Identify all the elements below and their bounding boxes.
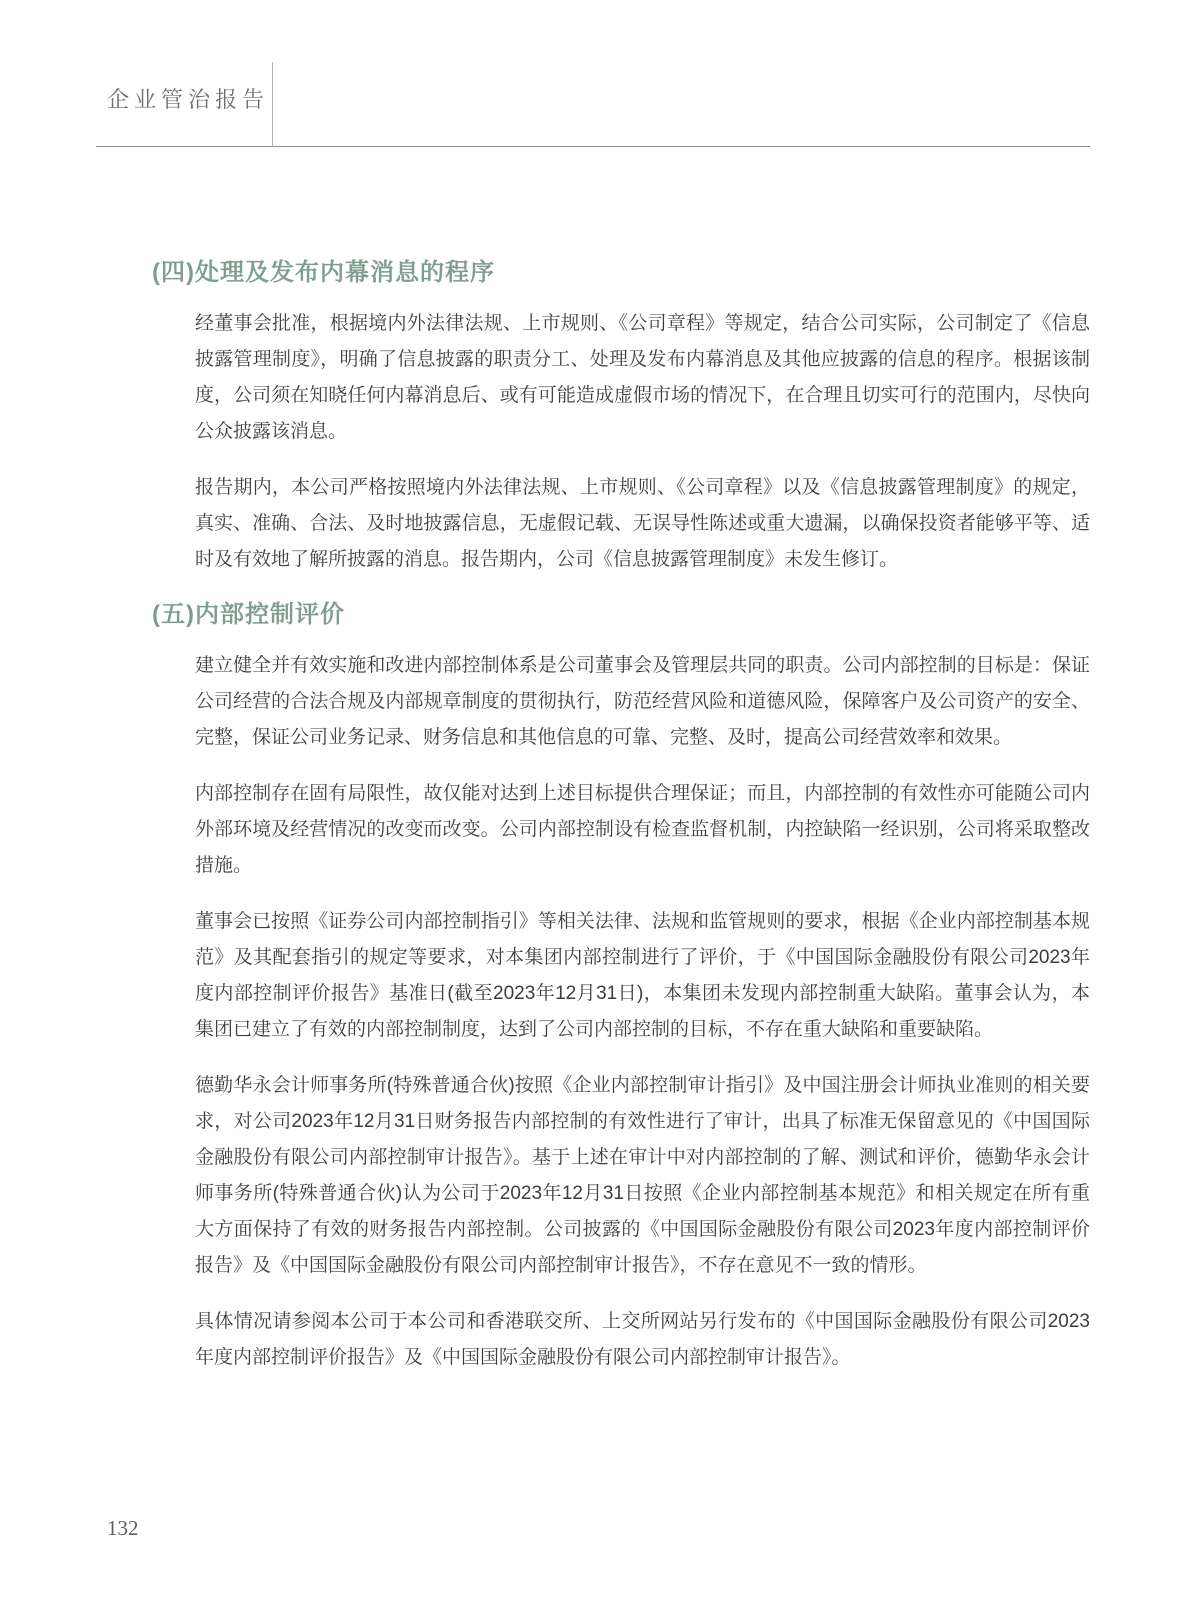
section-internal-control-evaluation bbox=[152, 598, 1090, 1376]
paragraph: 德勤华永会计师事务所(特殊普通合伙)按照《企业内部控制审计指引》及中国注册会计师执业准则的相关要求，对公司2023年12月31日财务报告内部控制的有效性进行了审计，出具了标准无保留意见的《中国国际金融股份有限公司内部控制审计报告》。基于上述在审计中对内部控制的了解、测试和评价，德勤华永会计师事务所(特殊普通合伙)认为公司于2023年12月31日按照《企业内部控制基本规范》和相关规定在所有重大方面保持了有效的财务报告内部控制。公司披露的《中国国际金融股份有限公司2023年度内部控制评价报告》及《中国国际金融股份有限公司内部控制审计报告》，不存在意见不一致的情形。 bbox=[195, 1075, 1090, 1276]
paragraph: 经董事会批准，根据境内外法律法规、上市规则、《公司章程》等规定，结合公司实际，公司制定了《信息披露管理制度》，明确了信息披露的职责分工、处理及发布内幕消息及其他应披露的信息的程序。根据该制度，公司须在知晓任何内幕消息后、或有可能造成虚假市场的情况下，在合理且切实可行的范围内，尽快向公众披露该消息。 bbox=[195, 313, 1090, 442]
section-5-heading: (五)内部控制评价 bbox=[152, 601, 345, 628]
paragraph: 报告期内，本公司严格按照境内外法律法规、上市规则、《公司章程》以及《信息披露管理制度》的规定，真实、准确、合法、及时地披露信息，无虚假记载、无误导性陈述或重大遗漏，以确保投资者能够平等、适时及有效地了解所披露的消息。报告期内，公司《信息披露管理制度》未发生修订。 bbox=[195, 477, 1090, 570]
header-vertical-divider bbox=[272, 62, 273, 147]
paragraph: 具体情况请参阅本公司于本公司和香港联交所、上交所网站另行发布的《中国国际金融股份有限公司2023年度内部控制评价报告》及《中国国际金融股份有限公司内部控制审计报告》。 bbox=[195, 1311, 1090, 1368]
section-4-heading: (四)处理及发布内幕消息的程序 bbox=[152, 259, 495, 286]
header-horizontal-rule bbox=[96, 146, 1090, 147]
page-header-title: 企业管治报告 bbox=[107, 87, 270, 112]
page-number: 132 bbox=[107, 1516, 139, 1540]
section-inside-information-procedures bbox=[152, 256, 1090, 578]
paragraph: 董事会已按照《证券公司内部控制指引》等相关法律、法规和监管规则的要求，根据《企业内部控制基本规范》及其配套指引的规定等要求，对本集团内部控制进行了评价，于《中国国际金融股份有限公司2023年度内部控制评价报告》基准日(截至2023年12月31日)，本集团未发现内部控制重大缺陷。董事会认为，本集团已建立了有效的内部控制制度，达到了公司内部控制的目标，不存在重大缺陷和重要缺陷。 bbox=[195, 911, 1090, 1040]
paragraph: 内部控制存在固有局限性，故仅能对达到上述目标提供合理保证；而且，内部控制的有效性亦可能随公司内外部环境及经营情况的改变而改变。公司内部控制设有检查监督机制，内控缺陷一经识别，公司将采取整改措施。 bbox=[195, 783, 1090, 876]
document-body bbox=[152, 256, 1090, 1396]
paragraph: 建立健全并有效实施和改进内部控制体系是公司董事会及管理层共同的职责。公司内部控制的目标是：保证公司经营的合法合规及内部规章制度的贯彻执行，防范经营风险和道德风险，保障客户及公司资产的安全、完整，保证公司业务记录、财务信息和其他信息的可靠、完整、及时，提高公司经营效率和效果。 bbox=[195, 655, 1090, 748]
